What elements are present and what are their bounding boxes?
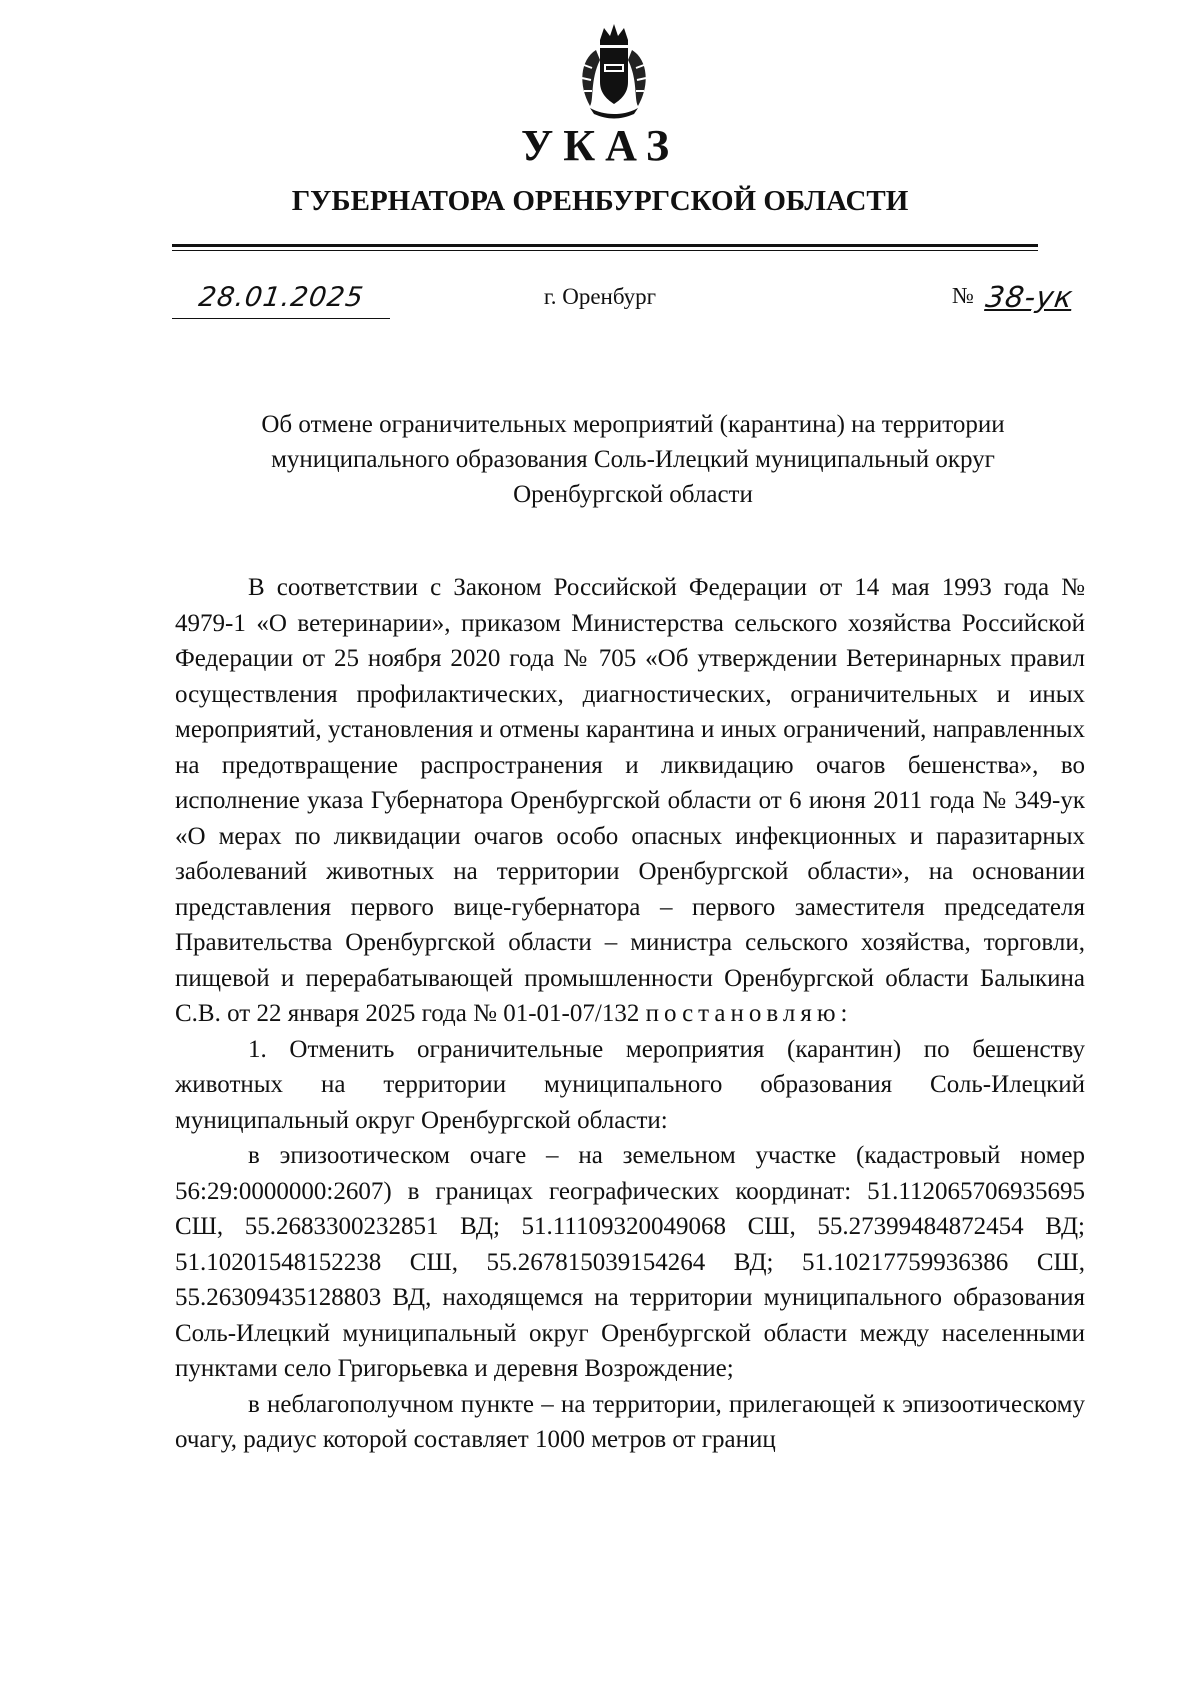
document-number <box>952 280 1076 314</box>
city-label: г. Оренбург <box>543 284 657 309</box>
handwritten-date: 28.01.2025 <box>196 282 366 313</box>
document-title <box>172 407 1094 512</box>
header-divider-thick <box>172 244 1038 247</box>
item-1-area-paragraph: в неблагополучном пункте – на территории, прилегающей к эпизоотическому очагу, радиус которой составляет 1000 метров от границ <box>175 1390 1085 1453</box>
document-type-heading: УКАЗ <box>520 121 680 170</box>
coat-of-arms-emblem <box>570 20 658 120</box>
document-title-line-1: Об отмене ограничительных мероприятий (карантина) на территории <box>261 411 1005 438</box>
preamble-text: В соответствии с Законом Российской Федерации от 14 мая 1993 года № 4979-1 «О ветеринарии», приказом Министерства сельского хозяйства Российской Федерации от 25 ноября 2020 года № 705 «Об утверждении Ветеринарных правил осуществления профилактических, диагностических, ограничительных и иных мероприятий, установления и отмены карантина и иных ограничений, направленных на предотвращение распространения и ликвидацию очагов бешенства», во исполнение указа Губернатора Оренбургской области от 6 июня 2011 года № 349-ук «О мерах по ликвидации очагов особо опасных инфекционных и паразитарных заболеваний животных на территории Оренбургской области», на основании представления первого вице-губернатора – первого заместителя председателя Правительства Оренбургской области – министра сельского хозяйства, торговли, пищевой и перерабатывающей промышленности Оренбургской области Балыкина С.В. от 22 января 2025 года № 01-01-07/132 <box>175 574 1085 1027</box>
decree-word: постановляю: <box>645 1000 853 1027</box>
preamble-paragraph <box>175 570 1085 1032</box>
header-divider-thin <box>172 250 1038 251</box>
item-1-paragraph: 1. Отменить ограничительные мероприятия (карантин) по бешенству животных на территории муниципального образования Соль-Илецкий муниципальный округ Оренбургской области: <box>175 1035 1085 1134</box>
item-1-focus-paragraph: в эпизоотическом очаге – на земельном участке (кадастровый номер 56:29:0000000:2607) в границах географических координат: 51.112065706935695 СШ, 55.2683300232851 ВД; 51.11109320049068 СШ, 55.27399484872454 ВД; 51.10201548152238 СШ, 55.267815039154264 ВД; 51.10217759936386 СШ, 55.26309435128803 ВД, находящемся на территории муниципального образования Соль-Илецкий муниципальный округ Оренбургской области между населенными пунктами село Григорьевка и деревня Возрождение; <box>175 1142 1085 1382</box>
document-title-line-3: Оренбургской области <box>513 481 753 508</box>
number-sign: № <box>952 283 974 308</box>
handwritten-number: 38-ук <box>983 280 1076 314</box>
issuer-heading: ГУБЕРНАТОРА ОРЕНБУРГСКОЙ ОБЛАСТИ <box>291 185 909 217</box>
document-body <box>175 570 1085 1458</box>
document-title-line-2: муниципального образования Соль-Илецкий муниципальный округ <box>271 446 995 473</box>
